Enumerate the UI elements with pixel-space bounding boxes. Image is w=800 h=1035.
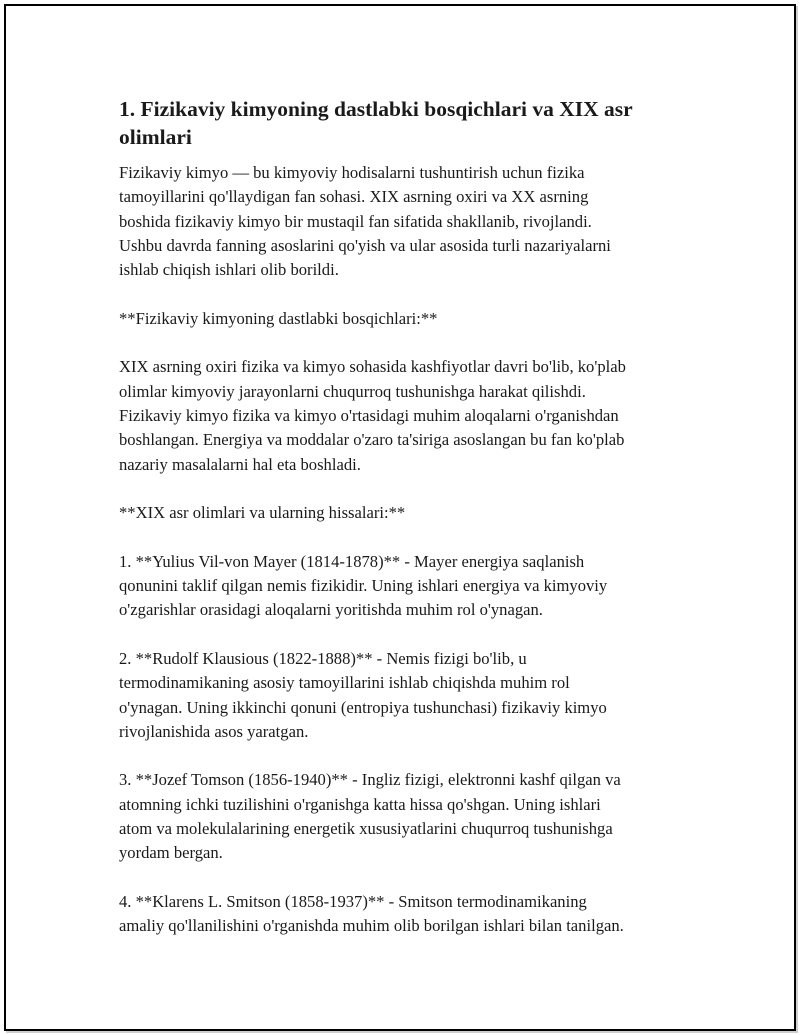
section-heading-scientists: **XIX asr olimlari va ularning hissalari:** <box>119 503 406 523</box>
paragraph-gap <box>119 525 699 549</box>
paragraph-gap <box>119 331 699 355</box>
scientist-item-tomson <box>119 768 699 865</box>
document-content <box>119 95 699 939</box>
text-line: atom va molekulalarining energetik xususiyatlarini chuqurroq tushunishga <box>119 819 613 839</box>
text-line: o'zgarishlar orasidagi aloqalarni yoritishda muhim rol o'ynagan. <box>119 600 543 620</box>
text-line: olimlar kimyoviy jarayonlarni chuqurroq tushunishga harakat qilishdi. <box>119 381 586 401</box>
text-line: termodinamikaning asosiy tamoyillarini ishlab chiqishda muhim rol <box>119 673 570 693</box>
text-line: ishlab chiqish ishlari olib borildi. <box>119 260 339 280</box>
paragraph-gap <box>119 477 699 501</box>
text-line: boshida fizikaviy kimyo bir mustaqil fan sifatida shakllanib, rivojlandi. <box>119 211 592 231</box>
text-line: nazariy masalalarni hal eta boshladi. <box>119 454 361 474</box>
title-line: 1. Fizikaviy kimyoning dastlabki bosqichlari va XIX asr <box>119 97 633 121</box>
stages-paragraph <box>119 355 699 476</box>
text-line: tamoyillarini qo'llaydigan fan sohasi. XIX asrning oxiri va XX asrning <box>119 187 589 207</box>
document-page <box>4 4 796 1031</box>
text-line: Fizikaviy kimyo fizika va kimyo o'rtasidagi muhim aloqalarni o'rganishdan <box>119 405 619 425</box>
text-line: yordam bergan. <box>119 843 223 863</box>
paragraph-gap <box>119 282 699 306</box>
text-line: qonunini taklif qilgan nemis fizikidir. Uning ishlari energiya va kimyoviy <box>119 576 608 596</box>
paragraph-gap <box>119 623 699 647</box>
text-line: o'ynagan. Uning ikkinchi qonuni (entropiya tushunchasi) fizikaviy kimyo <box>119 697 607 717</box>
paragraph-gap <box>119 866 699 890</box>
scientist-item-mayer <box>119 550 699 623</box>
scientist-item-smitson <box>119 890 699 939</box>
text-line: Fizikaviy kimyo — bu kimyoviy hodisalarni tushuntirish uchun fizika <box>119 163 585 182</box>
text-line: amaliy qo'llanilishini o'rganishda muhim olib borilgan ishlari bilan tanilgan. <box>119 916 624 936</box>
scientist-item-klausious <box>119 647 699 744</box>
text-line: 3. **Jozef Tomson (1856-1940)** - Ingliz fizigi, elektronni kashf qilgan va <box>119 770 621 790</box>
intro-paragraph <box>119 161 699 282</box>
document-title <box>119 95 699 151</box>
title-line: olimlari <box>119 125 192 149</box>
text-line: 1. **Yulius Vil-von Mayer (1814-1878)** - Mayer energiya saqlanish <box>119 551 585 571</box>
text-line: Ushbu davrda fanning asoslarini qo'yish va ular asosida turli nazariyalarni <box>119 235 611 255</box>
paragraph-gap <box>119 744 699 768</box>
text-line: XIX asrning oxiri fizika va kimyo sohasida kashfiyotlar davri bo'lib, ko'plab <box>119 357 626 377</box>
text-line: 4. **Klarens L. Smitson (1858-1937)** - Smitson termodinamikaning <box>119 891 587 911</box>
text-line: 2. **Rudolf Klausious (1822-1888)** - Nemis fizigi bo'lib, u <box>119 648 527 668</box>
text-line: atomning ichki tuzilishini o'rganishga katta hissa qo'shgan. Uning ishlari <box>119 794 601 814</box>
text-line: boshlangan. Energiya va moddalar o'zaro ta'siriga asoslangan bu fan ko'plab <box>119 430 625 450</box>
text-line: rivojlanishida asos yaratgan. <box>119 721 309 741</box>
section-heading-stages: **Fizikaviy kimyoning dastlabki bosqichlari:** <box>119 308 438 328</box>
